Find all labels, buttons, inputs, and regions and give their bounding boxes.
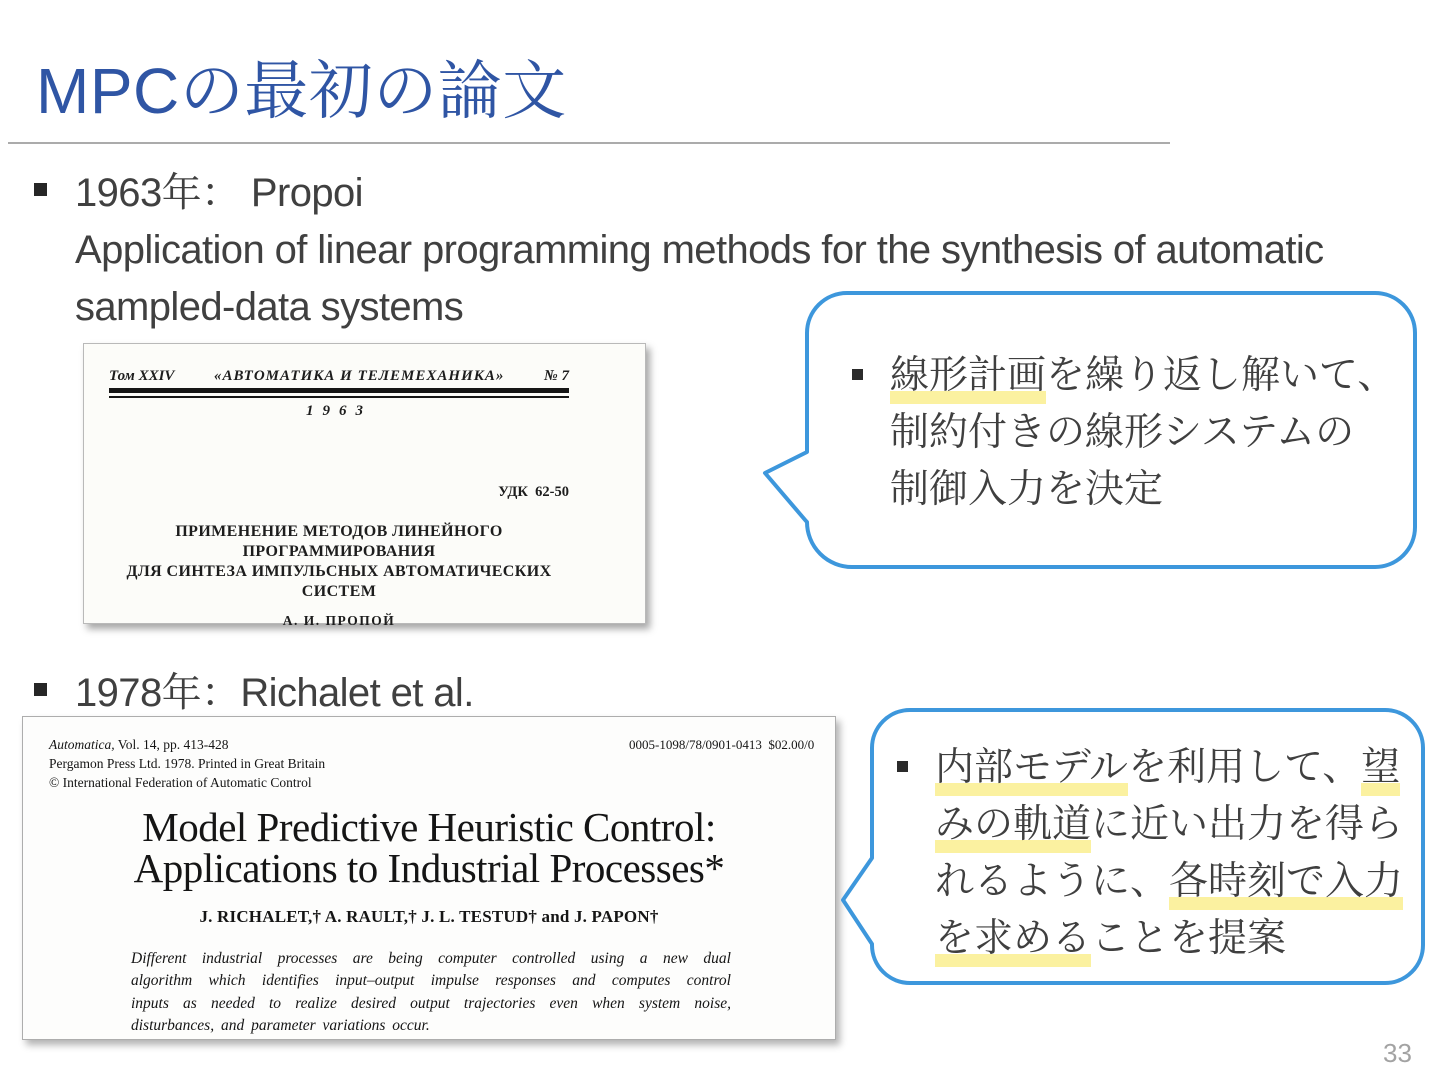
- speech-bubble-1-note: [852, 347, 1396, 518]
- richalet-title-line2: Applications to Industrial Processes*: [133, 845, 725, 891]
- richalet-authors: J. RICHALET,† A. RAULT,† J. L. TESTUD† and J. PAPON†: [199, 907, 659, 926]
- bubble-1-text: [890, 347, 1396, 518]
- bullet-1978-text: [75, 665, 474, 722]
- propoi-title-line1: ПРИМЕНЕНИЕ МЕТОДОВ ЛИНЕЙНОГО ПРОГРАММИРОВАНИЯ: [175, 523, 503, 560]
- abstract-line4: disturbances, and parameter variations occur.: [131, 1017, 430, 1035]
- page-title: MPCの最初の論文: [36, 55, 567, 127]
- richalet-ref-line2: Pergamon Press Ltd. 1978. Printed in Great Britain: [49, 756, 326, 771]
- highlighted-text: 望: [1361, 746, 1400, 796]
- plain-text: を繰り返し解いて、: [1046, 354, 1397, 397]
- bullet-square-icon: [34, 183, 47, 196]
- plain-text: れるように、: [935, 860, 1170, 903]
- ref-volume-pages: Vol. 14, pp. 413-428: [114, 737, 229, 752]
- highlighted-text: 線形計画: [890, 354, 1046, 404]
- highlighted-text: みの軌道: [935, 803, 1091, 853]
- propoi-journal-name: «АВТОМАТИКА И ТЕЛЕМЕХАНИКА»: [214, 368, 505, 384]
- highlighted-text: を求める: [935, 917, 1091, 967]
- propoi-title-line2: ДЛЯ СИНТЕЗА ИМПУЛЬСНЫХ АВТОМАТИЧЕСКИХ: [126, 563, 552, 580]
- bullet-1963-line2: Application of linear programming methods for the synthesis of automatic: [75, 228, 1324, 272]
- bullet-item-1978: [34, 665, 474, 722]
- speech-bubble-2-note: [897, 739, 1403, 967]
- bubble-1-line1: [890, 347, 1396, 404]
- bubble-2-line3: [935, 853, 1403, 910]
- bullet-square-icon: [852, 369, 863, 380]
- highlighted-text: 各時刻で入力: [1169, 860, 1403, 910]
- bullet-1963-line3: sampled-data systems: [75, 285, 464, 329]
- richalet-abstract: [131, 948, 731, 1038]
- propoi-paper-scan: [83, 343, 646, 628]
- page-number: 33: [1383, 1038, 1412, 1068]
- propoi-journal-header: [109, 368, 569, 385]
- bubble-2-text: [935, 739, 1403, 967]
- richalet-ref-line1: [49, 735, 325, 754]
- richalet-paper-scan: [22, 716, 836, 1040]
- propoi-paper-content: [109, 368, 569, 629]
- bullet-1963-line1: 1963年： Propoi: [75, 171, 363, 215]
- richalet-title-line1: Model Predictive Heuristic Control:: [142, 804, 716, 850]
- bubble-2-line1: [935, 739, 1403, 796]
- richalet-title: [23, 804, 835, 891]
- bullet-1978-line1: 1978年：Richalet et al.: [75, 671, 474, 715]
- propoi-title: [109, 522, 569, 602]
- propoi-double-rule: [109, 388, 569, 398]
- bullet-square-icon: [34, 683, 47, 696]
- abstract-line1: Different industrial processes are being computer controlled using a new dual: [131, 950, 731, 967]
- abstract-line2: algorithm which identifies input–output impulse responses and computes control: [131, 972, 731, 990]
- richalet-reference-block: [49, 735, 325, 792]
- propoi-udk: УДК 62-50: [498, 484, 569, 500]
- plain-text: に近い出力を得ら: [1091, 803, 1404, 846]
- journal-name-italic: Automatica,: [49, 737, 115, 752]
- plain-text: を利用して、: [1128, 746, 1362, 789]
- bullet-square-icon: [897, 761, 908, 772]
- propoi-volume: Том XXIV: [109, 368, 175, 384]
- bubble-2-line2: [935, 796, 1403, 853]
- richalet-ref-line3: © International Federation of Automatic Control: [49, 775, 312, 790]
- plain-text: ことを提案: [1091, 917, 1287, 960]
- propoi-issue: № 7: [544, 368, 569, 384]
- highlighted-text: 内部モデル: [935, 746, 1128, 796]
- abstract-line3: inputs as needed to realize desired output trajectories even when system noise,: [131, 994, 731, 1012]
- propoi-author: А. И. ПРОПОЙ: [282, 613, 396, 628]
- propoi-title-line3: СИСТЕМ: [301, 583, 377, 600]
- richalet-issn-code: 0005-1098/78/0901-0413 $02.00/0: [629, 737, 815, 752]
- propoi-year: 1963: [306, 403, 372, 419]
- bubble-1-line3: 制御入力を決定: [890, 468, 1164, 511]
- title-divider: [8, 142, 1170, 144]
- bubble-1-line2: 制約付きの線形システムの: [890, 411, 1355, 454]
- bubble-2-line4: [935, 910, 1403, 967]
